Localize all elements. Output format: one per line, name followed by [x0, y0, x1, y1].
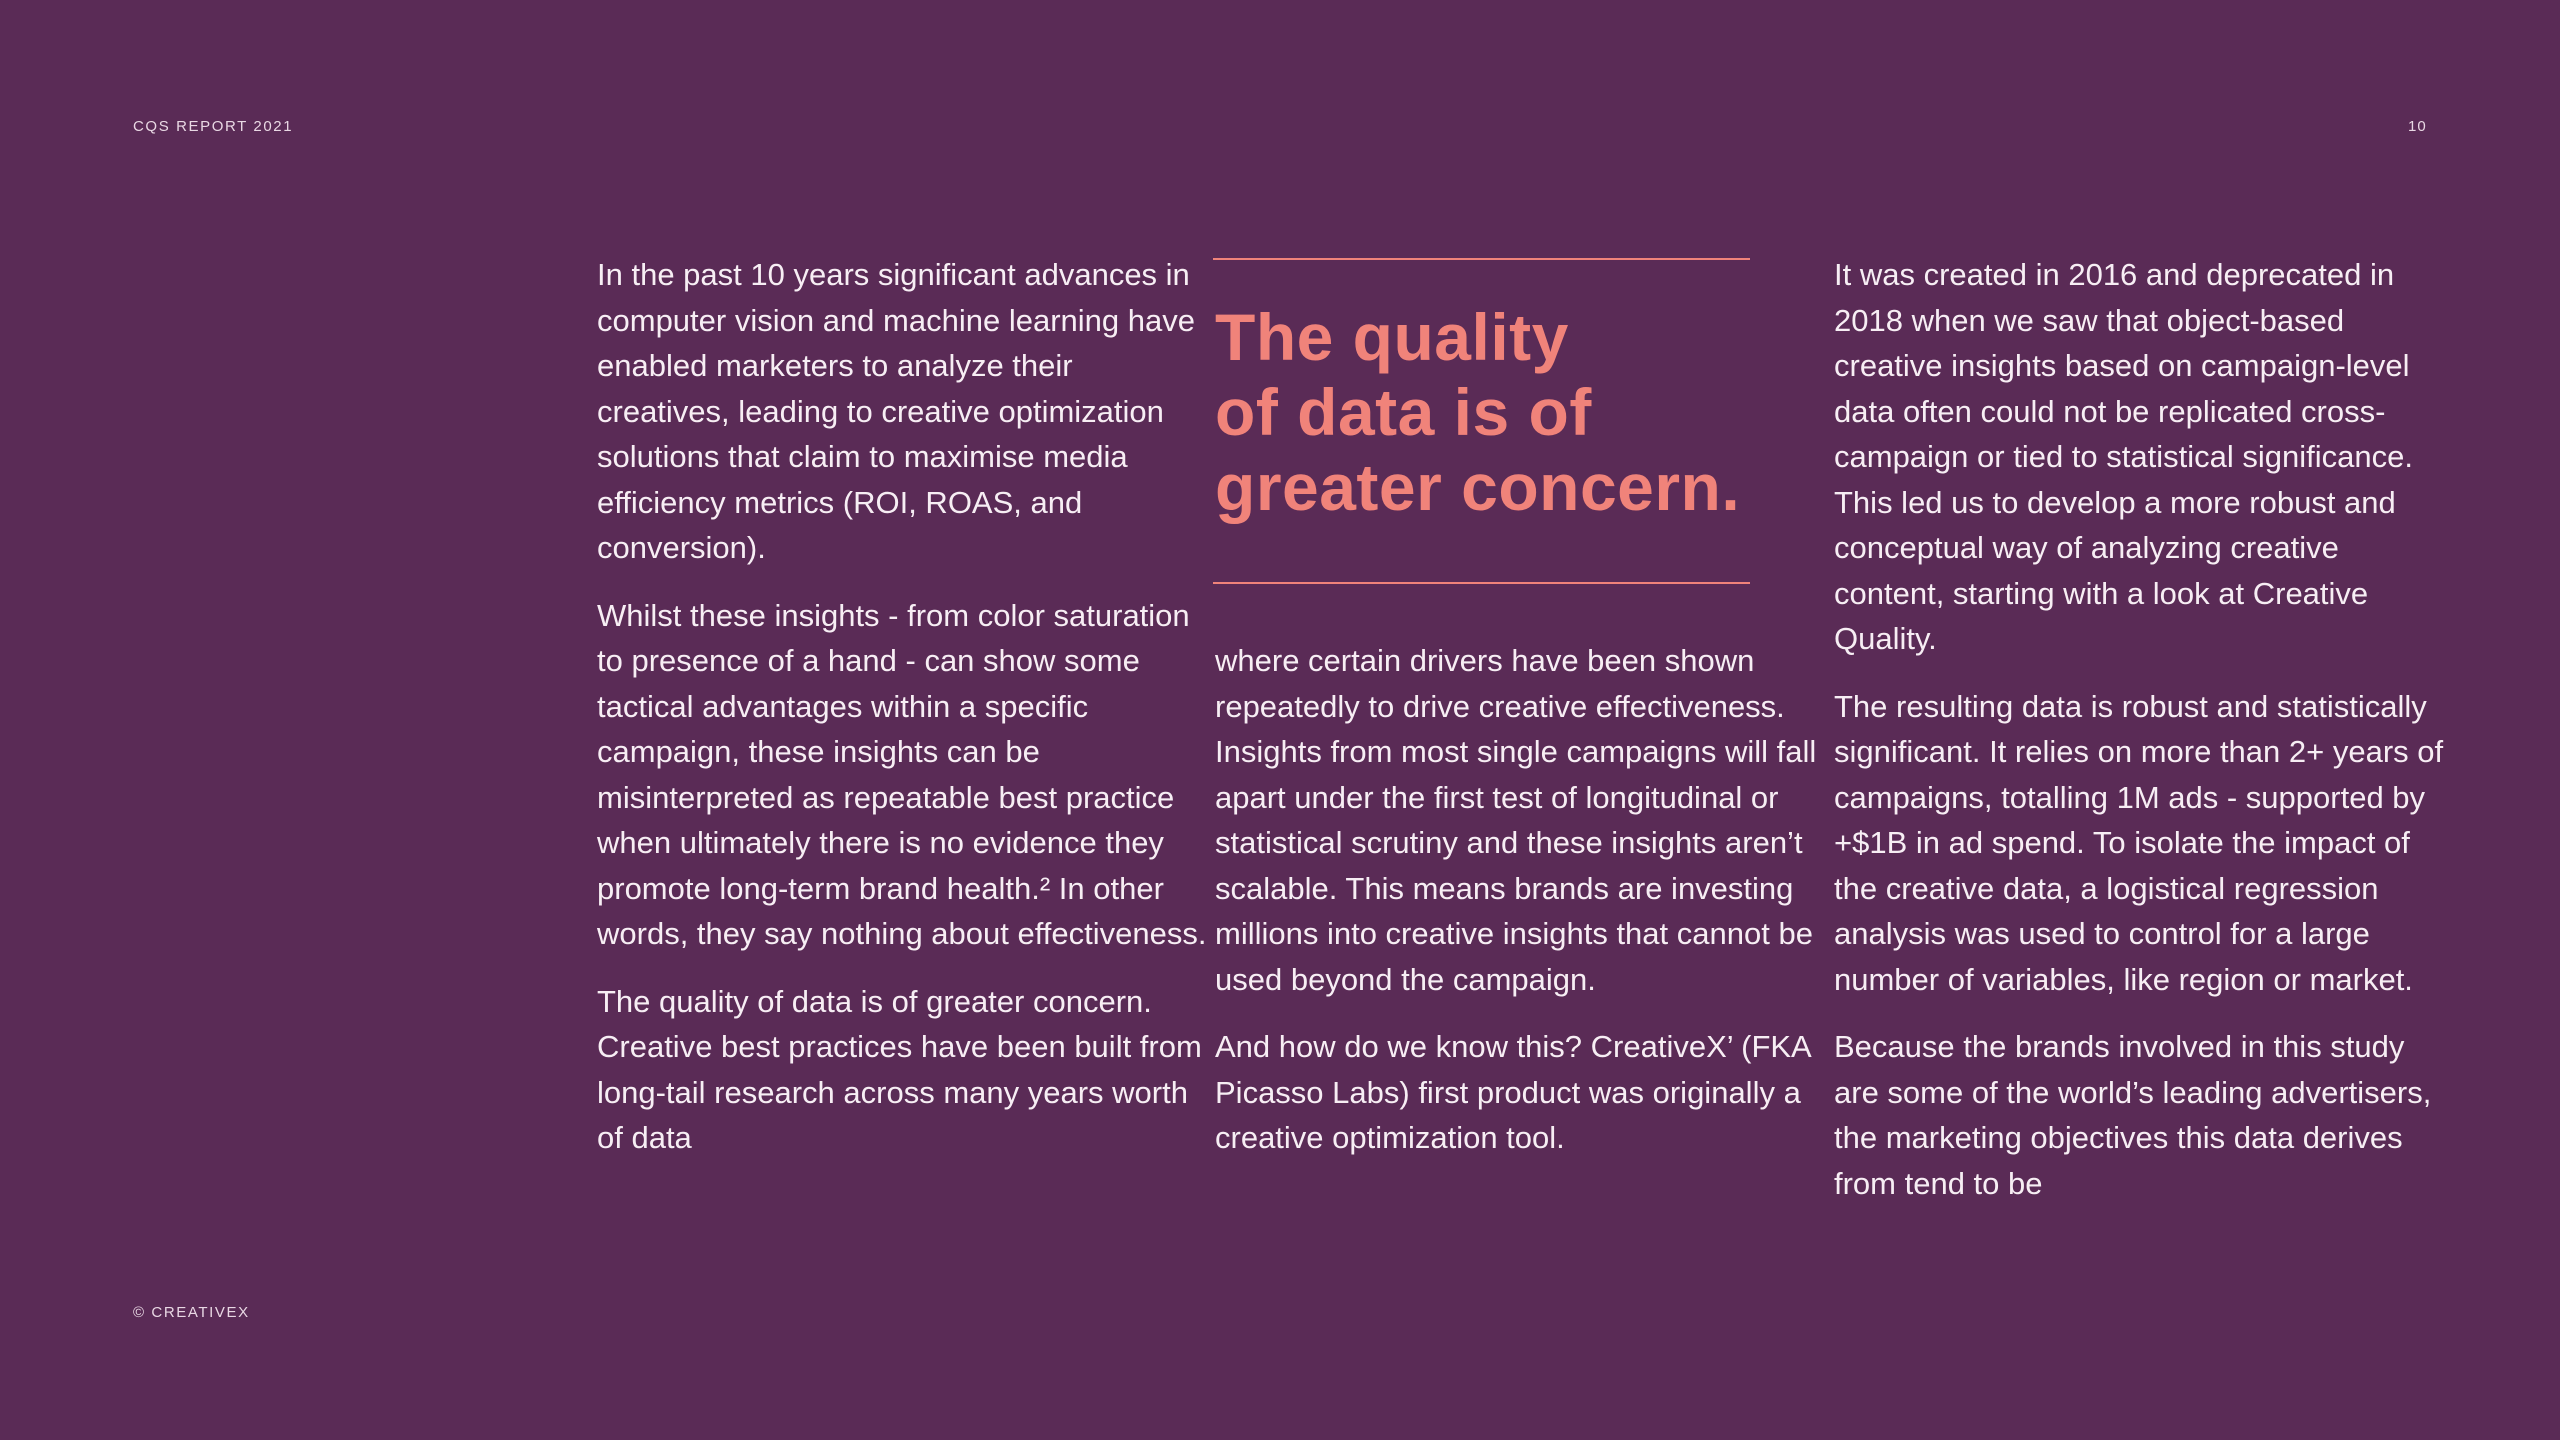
pullquote-line: of data is of: [1215, 375, 1592, 449]
pullquote-bottom-rule: [1213, 582, 1750, 584]
paragraph: where certain drivers have been shown repeatedly to drive creative effectiveness. Insights from most single campaigns will fall apart under the first test of longitudinal or statistical scrutiny and these insights aren’t scalable. This means brands are investing millions into creative insights that cannot be used beyond the campaign.: [1215, 643, 1817, 997]
paragraph: In the past 10 years significant advances in computer vision and machine learning have enabled marketers to analyze their creatives, leading to creative optimization solutions that claim to maximise media efficiency metrics (ROI, ROAS, and conversion).: [597, 257, 1195, 565]
paragraph: It was created in 2016 and deprecated in 2018 when we saw that object-based creative insights based on campaign-level data often could not be replicated cross-campaign or tied to statistical significance. This led us to develop a more robust and conceptual way of analyzing creative content, starting with a look at Creative Quality.: [1834, 257, 2413, 656]
running-head: CQS REPORT 2021: [133, 118, 294, 135]
text-column-1: [597, 252, 1207, 1183]
pullquote-line: greater concern.: [1215, 450, 1741, 524]
paragraph: Whilst these insights - from color saturation to presence of a hand - can show some tactical advantages within a specific campaign, these insights can be misinterpreted as repeatable best practice when ultimately there is no evidence they promote long-term brand health.² In other words, they say nothing about effectiveness.: [597, 597, 1207, 951]
paragraph: Because the brands involved in this study are some of the world’s leading advertisers, the marketing objectives this data derives from tend to be: [1834, 1029, 2432, 1201]
pullquote-top-rule: [1213, 258, 1750, 260]
text-column-3: [1834, 252, 2444, 1228]
paragraph: And how do we know this? CreativeX’ (FKA Picasso Labs) first product was originally a creative optimization tool.: [1215, 1029, 1811, 1155]
pullquote: [1215, 300, 1815, 525]
pullquote-line: The quality: [1215, 300, 1569, 374]
copyright-footer: © CREATIVEX: [133, 1304, 250, 1321]
paragraph: The quality of data is of greater concern. Creative best practices have been built from long-tail research across many years worth of data: [597, 983, 1202, 1155]
paragraph: The resulting data is robust and statistically significant. It relies on more than 2+ years of campaigns, totalling 1M ads - supported by +$1B in ad spend. To isolate the impact of the creative data, a logistical regression analysis was used to control for a large number of variables, like region or market.: [1834, 688, 2444, 997]
page-number: 10: [2408, 118, 2427, 135]
text-column-2: [1215, 638, 1825, 1183]
